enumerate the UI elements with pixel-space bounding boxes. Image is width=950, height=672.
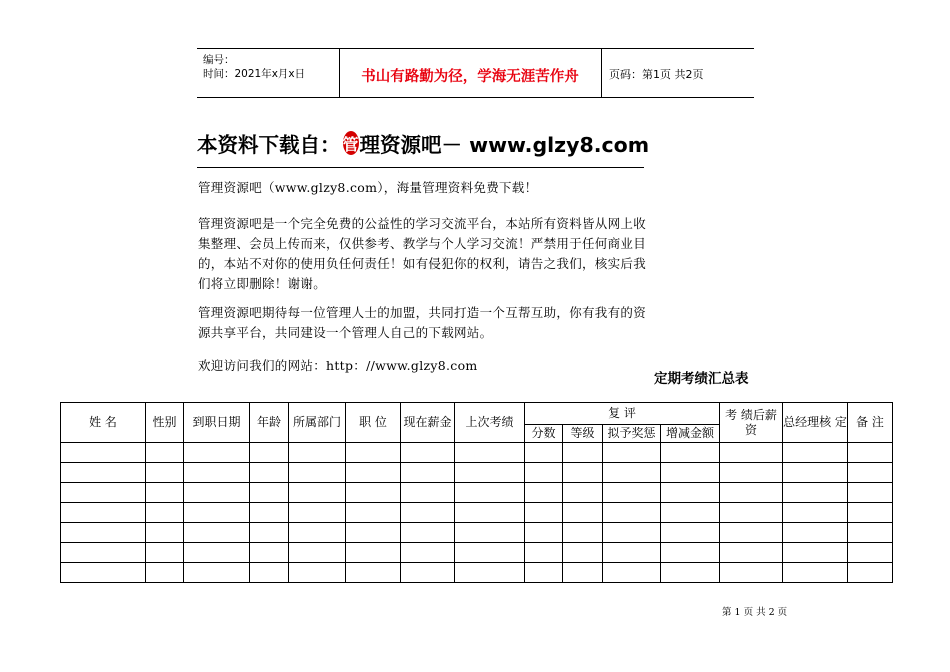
banner-url: － www.glzy8.com [441,133,650,157]
table-cell [61,563,146,583]
table-cell [661,483,720,503]
table-cell [401,543,455,563]
number-label: 编号： [203,54,235,66]
table-cell [146,443,184,463]
table-cell [525,443,563,463]
table-cell [848,543,893,563]
table-cell [603,563,661,583]
footer-page: 第 1 页 共 2 页 [722,607,788,618]
table-cell [250,523,289,543]
header-department: 所属部门 [289,403,346,443]
banner-rule [197,167,644,168]
table-cell [401,563,455,583]
table-cell [455,443,525,463]
table-cell [783,443,848,463]
table-cell [563,523,603,543]
header-bonus: 拟予奖惩 [603,425,661,443]
table-cell [783,563,848,583]
table-row [61,523,893,543]
table-cell [783,543,848,563]
table-cell [146,483,184,503]
header-age: 年龄 [250,403,289,443]
table-cell [783,463,848,483]
header-score: 分数 [525,425,563,443]
table-cell [250,503,289,523]
table-cell [848,503,893,523]
table-cell [61,503,146,523]
visit-line: 欢迎访问我们的网站：http：//www.glzy8.com [198,358,478,373]
table-row [61,463,893,483]
table-cell [848,563,893,583]
table-cell [346,503,401,523]
table-cell [401,443,455,463]
header-current-salary: 现在薪金 [401,403,455,443]
table-cell [184,503,250,523]
table-row [61,503,893,523]
table-cell [401,483,455,503]
table-cell [146,503,184,523]
table-cell [525,463,563,483]
table-cell [289,543,346,563]
table-cell [346,463,401,483]
table-cell [61,463,146,483]
table-cell [455,503,525,523]
table-cell [563,483,603,503]
table-row [61,443,893,463]
header-meta [203,53,305,81]
table-cell [603,483,661,503]
header-remarks: 备 注 [848,403,893,443]
table-cell [184,563,250,583]
table-cell [525,563,563,583]
header-post-salary: 考 绩后薪资 [720,403,783,443]
table-cell [184,463,250,483]
table-cell [720,563,783,583]
table-cell [250,563,289,583]
table-cell [563,563,603,583]
table-cell [184,483,250,503]
table-title: 定期考绩汇总表 [654,371,749,387]
header-name: 姓 名 [61,403,146,443]
header-last-review: 上次考绩 [455,403,525,443]
table-cell [289,563,346,583]
table-cell [720,483,783,503]
table-cell [250,463,289,483]
table-cell [455,483,525,503]
table-cell [661,443,720,463]
intro-paragraph: 管理资源吧期待每一位管理人士的加盟，共同打造一个互帮互助，你有我有的资源共享平台，共同建设一个管理人自己的下载网站。 [198,305,647,340]
header-motto: 书山有路勤为径，学海无涯苦作舟 [361,68,579,85]
banner-site-name: 理资源吧 [359,133,442,157]
table-cell [346,543,401,563]
table-cell [289,443,346,463]
table-cell [563,443,603,463]
table-cell [720,543,783,563]
table-cell [289,503,346,523]
table-cell [146,543,184,563]
table-cell [563,503,603,523]
table-cell [603,523,661,543]
table-cell [525,483,563,503]
table-cell [848,483,893,503]
table-cell [250,443,289,463]
table-cell [720,463,783,483]
table-cell [455,563,525,583]
header-divider [601,49,602,97]
header-hire-date: 到职日期 [184,403,250,443]
table-cell [289,523,346,543]
table-cell [848,443,893,463]
table-cell [525,503,563,523]
table-cell [603,543,661,563]
table-cell [61,483,146,503]
table-row [61,563,893,583]
table-cell [848,523,893,543]
table-cell [289,483,346,503]
table-cell [146,523,184,543]
header-review-group: 复 评 [525,403,720,425]
site-logo-icon: 管 [343,131,359,155]
table-cell [661,463,720,483]
table-cell [783,503,848,523]
table-cell [525,543,563,563]
table-cell [720,523,783,543]
table-cell [563,463,603,483]
table-cell [250,483,289,503]
table-cell [661,503,720,523]
page-header [197,48,754,98]
table-cell [61,523,146,543]
table-cell [346,483,401,503]
intro-paragraph: 管理资源吧是一个完全免费的公益性的学习交流平台，本站所有资料皆从网上收集整理、会员上传而来，仅供参考、教学与个人学习交流！严禁用于任何商业目的，本站不对你的使用负任何责任！如有侵犯你的权利，请告之我们，核实后我们将立即删除！谢谢。 [198,216,647,291]
table-cell [603,503,661,523]
table-row [61,483,893,503]
table-cell [346,563,401,583]
table-cell [61,543,146,563]
table-cell [146,463,184,483]
table-cell [184,523,250,543]
intro-line: 管理资源吧（www.glzy8.com），海量管理资料免费下载！ [198,180,538,195]
table-cell [525,523,563,543]
table-cell [783,483,848,503]
table-cell [401,503,455,523]
table-cell [783,523,848,543]
table-cell [720,503,783,523]
table-cell [563,543,603,563]
header-grade: 等级 [563,425,603,443]
table-cell [720,443,783,463]
review-summary-table [60,402,893,583]
table-cell [603,443,661,463]
header-page-label: 页码：第1页 共2页 [609,68,704,81]
table-cell [250,543,289,563]
table-cell [401,523,455,543]
date-label: 时间：2021年x月x日 [203,68,306,80]
table-body [61,443,893,583]
table-cell [346,443,401,463]
table-cell [146,563,184,583]
table-row [61,543,893,563]
table-cell [455,543,525,563]
table-cell [661,523,720,543]
table-cell [184,443,250,463]
download-banner [197,126,650,160]
banner-prefix: 本资料下载自： [197,133,341,157]
table-cell [61,443,146,463]
header-adjustment: 增减金额 [661,425,720,443]
table-cell [661,543,720,563]
header-position: 职 位 [346,403,401,443]
table-cell [455,463,525,483]
header-gender: 性别 [146,403,184,443]
header-gm-approval: 总经理核 定 [783,403,848,443]
table-cell [603,463,661,483]
table-cell [401,463,455,483]
table-cell [289,463,346,483]
table-cell [184,543,250,563]
table-cell [661,563,720,583]
table-cell [455,523,525,543]
table-cell [346,523,401,543]
table-cell [848,463,893,483]
